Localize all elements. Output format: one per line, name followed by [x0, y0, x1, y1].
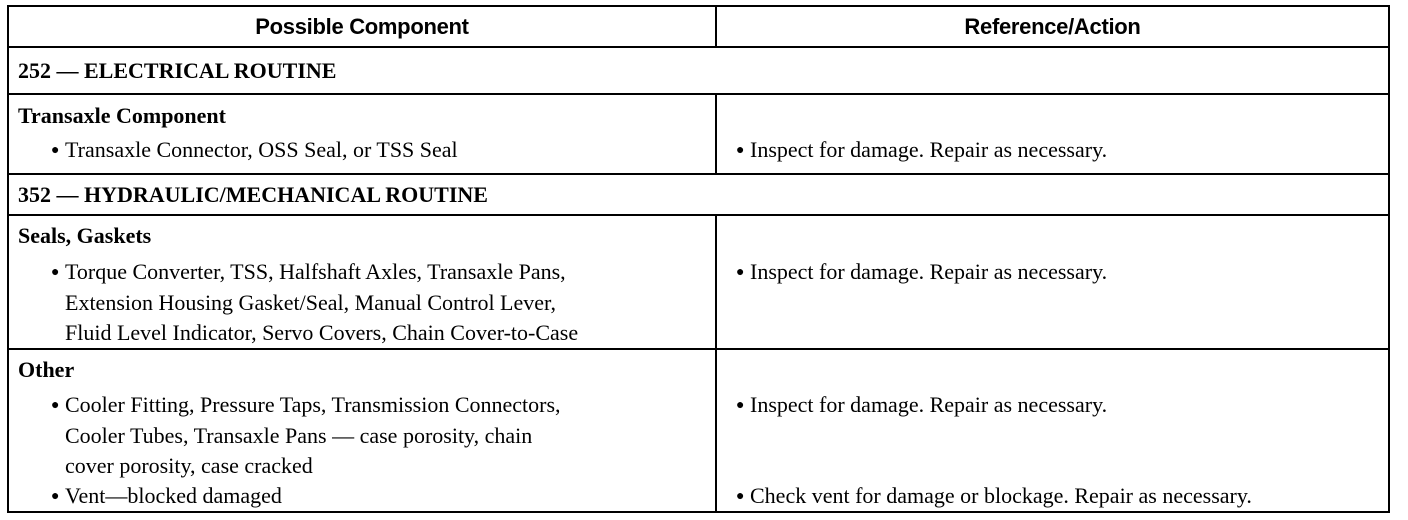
column-divider: [715, 350, 717, 511]
bullet-icon: ●: [51, 398, 60, 413]
bullet-icon: ●: [736, 398, 745, 413]
category-transaxle-component: Transaxle Component: [18, 103, 226, 128]
action-vent: ● Check vent for damage or blockage. Repair as necessary.: [736, 481, 1252, 512]
action-seals-gaskets: ● Inspect for damage. Repair as necessary.: [736, 257, 1107, 288]
bullet-icon: ●: [736, 489, 745, 504]
component-transaxle-connector: ● Transaxle Connector, OSS Seal, or TSS Seal: [51, 135, 458, 166]
bullet-icon: ●: [51, 489, 60, 504]
table-row-seals-gaskets: [9, 216, 1388, 350]
diagnostic-table: [7, 5, 1390, 513]
header-reference-action: Reference/Action: [964, 13, 1141, 39]
action-cooler-fitting: ● Inspect for damage. Repair as necessary.: [736, 390, 1107, 421]
bullet-icon: ●: [51, 143, 60, 158]
category-seals-gaskets: Seals, Gaskets: [18, 223, 152, 248]
bullet-icon: ●: [736, 143, 745, 158]
category-other: Other: [18, 357, 75, 382]
action-transaxle-connector: ● Inspect for damage. Repair as necessary.: [736, 135, 1107, 166]
section-title-252: 252 — ELECTRICAL ROUTINE: [18, 57, 337, 83]
bullet-icon: ●: [51, 265, 60, 280]
table-row-other: [9, 350, 1388, 511]
section-row-252: [9, 48, 1388, 95]
section-title-352: 352 — HYDRAULIC/MECHANICAL ROUTINE: [18, 181, 488, 207]
column-divider: [715, 216, 717, 348]
component-seals-gaskets-list: ● Torque Converter, TSS, Halfshaft Axles, Transaxle Pans, Extension Housing Gasket/Seal, Manual Control Lever, Fluid Level Indicator, Servo Covers, Chain Cover-to-Case: [51, 259, 579, 345]
column-divider: [715, 95, 717, 173]
component-vent: ● Vent—blocked damaged: [51, 481, 282, 512]
header-possible-component: Possible Component: [255, 13, 469, 39]
bullet-icon: ●: [736, 265, 745, 280]
table-row-transaxle-component: [9, 95, 1388, 175]
table-header-row: [9, 7, 1388, 48]
component-cooler-fitting-list: ● Cooler Fitting, Pressure Taps, Transmission Connectors, Cooler Tubes, Transaxle Pans — case porosity, chain cover porosity, case cracked: [51, 392, 561, 478]
section-row-352: [9, 175, 1388, 216]
